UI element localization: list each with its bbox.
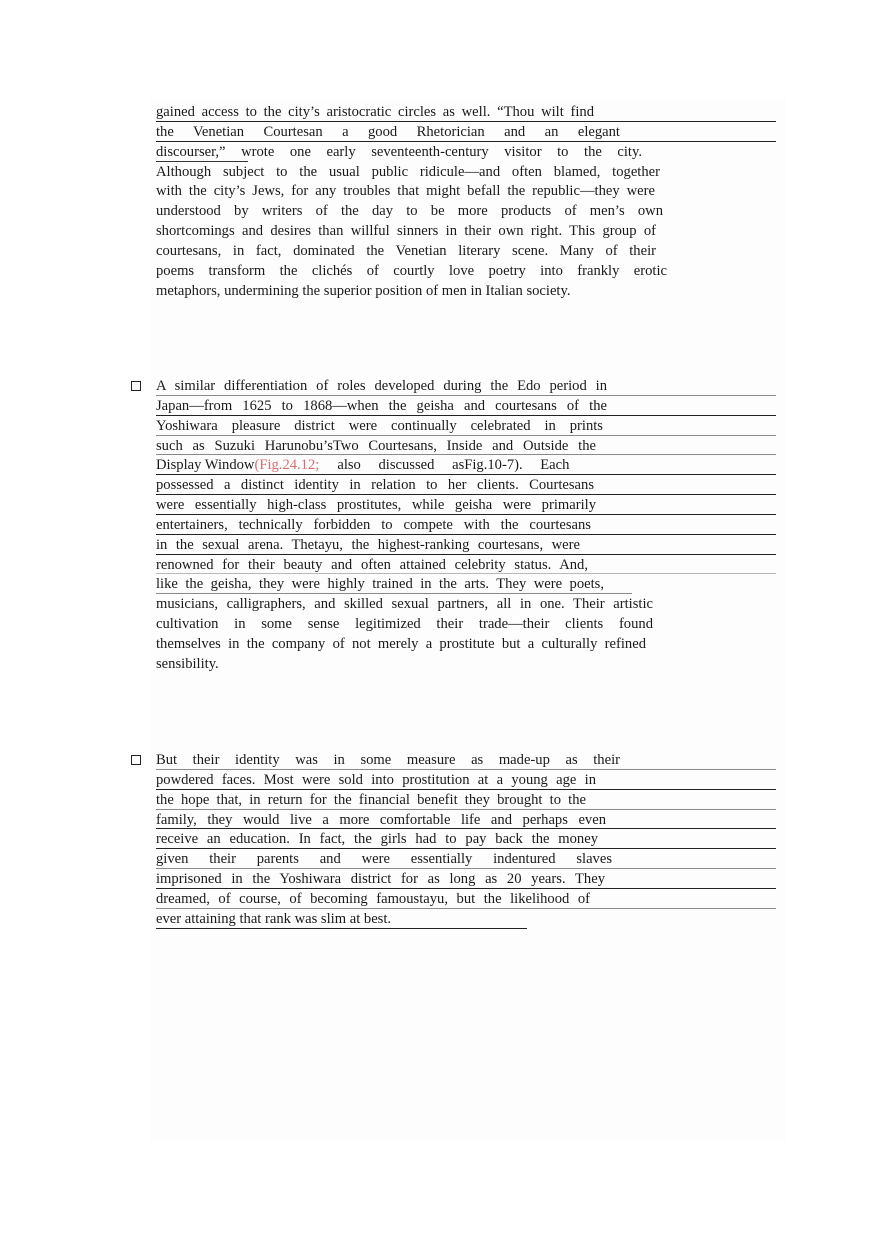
revision-underline (156, 121, 776, 122)
revision-underline (156, 494, 776, 495)
revision-underline (156, 928, 527, 929)
text-line: gained access to the city’s aristocratic circles as well. “Thou wilt find (156, 103, 776, 123)
text-line: possessed a distinct identity in relation to her clients. Courtesans (156, 476, 776, 496)
revision-underline (156, 514, 776, 515)
revision-underline (156, 554, 776, 555)
text-line: with the city’s Jews, for any troubles that might befall the republic—they were (156, 183, 655, 200)
revision-underline (156, 395, 776, 396)
text-line: the Venetian Courtesan a good Rhetorician and an elegant (156, 123, 776, 143)
text-line: understood by writers of the day to be more products of men’s own (156, 203, 663, 220)
revision-underline (156, 161, 248, 162)
paragraph-edo-period-japan (156, 377, 776, 675)
text-line: powdered faces. Most were sold into prostitution at a young age in (156, 771, 776, 791)
text-line: sensibility. (156, 655, 219, 672)
text-line: ever attaining that rank was slim at best. (156, 910, 776, 930)
revision-underline (156, 828, 776, 829)
revision-underline (156, 534, 776, 535)
text-line: Japan—from 1625 to 1868—when the geisha and courtesans of the (156, 397, 776, 417)
text-line: poems transform the clichés of courtly love poetry into frankly erotic (156, 262, 667, 279)
paragraph-marker-icon (131, 381, 141, 391)
paragraph-venetian-courtesans (156, 103, 776, 301)
text-line: Display Window(Fig.24.12; also discussed asFig.10-7). Each (156, 456, 776, 476)
text-line: themselves in the company of not merely a prostitute but a culturally refined (156, 635, 646, 652)
text-line: given their parents and were essentially indentured slaves (156, 850, 776, 870)
text-line: metaphors, undermining the superior position of men in Italian society. (156, 282, 571, 299)
text-line: courtesans, in fact, dominated the Venetian literary scene. Many of their (156, 242, 656, 259)
revision-underline (156, 789, 776, 790)
revision-underline (156, 888, 776, 889)
text-line: in the sexual arena. Thetayu, the highest-ranking courtesans, were (156, 536, 776, 556)
text-line: were essentially high-class prostitutes, while geisha were primarily (156, 496, 776, 516)
paragraph-marker-icon (131, 755, 141, 765)
text-line: dreamed, of course, of becoming famoustayu, but the likelihood of (156, 890, 776, 910)
paragraph-courtesan-identity (156, 751, 776, 930)
text-line: Yoshiwara pleasure district were continually celebrated in prints (156, 417, 776, 437)
revision-underline (156, 809, 776, 810)
text-line: imprisoned in the Yoshiwara district for as long as 20 years. They (156, 870, 776, 890)
revision-underline (156, 454, 776, 455)
revision-underline (156, 435, 776, 436)
revision-underline (156, 593, 632, 594)
revision-underline (156, 848, 776, 849)
text-line: renowned for their beauty and often attained celebrity status. And, (156, 556, 776, 576)
text-line: receive an education. In fact, the girls had to pay back the money (156, 830, 776, 850)
text-line: family, they would live a more comfortable life and perhaps even (156, 811, 776, 831)
text-line: like the geisha, they were highly trained in the arts. They were poets, (156, 575, 776, 595)
text-line: Although subject to the usual public ridicule—and often blamed, together (156, 163, 660, 180)
text-line: such as Suzuki Harunobu’sTwo Courtesans, Inside and Outside the (156, 437, 776, 457)
figure-reference-link[interactable]: (Fig.24.12; (254, 457, 320, 474)
text-line: discourser,” wrote one early seventeenth-century visitor to the city. (156, 143, 642, 160)
revision-underline (156, 908, 776, 909)
text-line: But their identity was in some measure as made-up as their (156, 751, 776, 771)
text-line: shortcomings and desires than willful sinners in their own right. This group of (156, 223, 656, 240)
revision-underline (156, 573, 776, 574)
text-line: the hope that, in return for the financial benefit they brought to the (156, 791, 776, 811)
revision-underline (156, 474, 776, 475)
text-line: entertainers, technically forbidden to compete with the courtesans (156, 516, 776, 536)
revision-underline (156, 868, 776, 869)
text-line: cultivation in some sense legitimized their trade—their clients found (156, 616, 653, 633)
text-line: musicians, calligraphers, and skilled sexual partners, all in one. Their artistic (156, 596, 653, 613)
revision-underline (156, 769, 776, 770)
text-line: A similar differentiation of roles developed during the Edo period in (156, 377, 776, 397)
revision-underline (156, 141, 776, 142)
revision-underline (156, 415, 776, 416)
